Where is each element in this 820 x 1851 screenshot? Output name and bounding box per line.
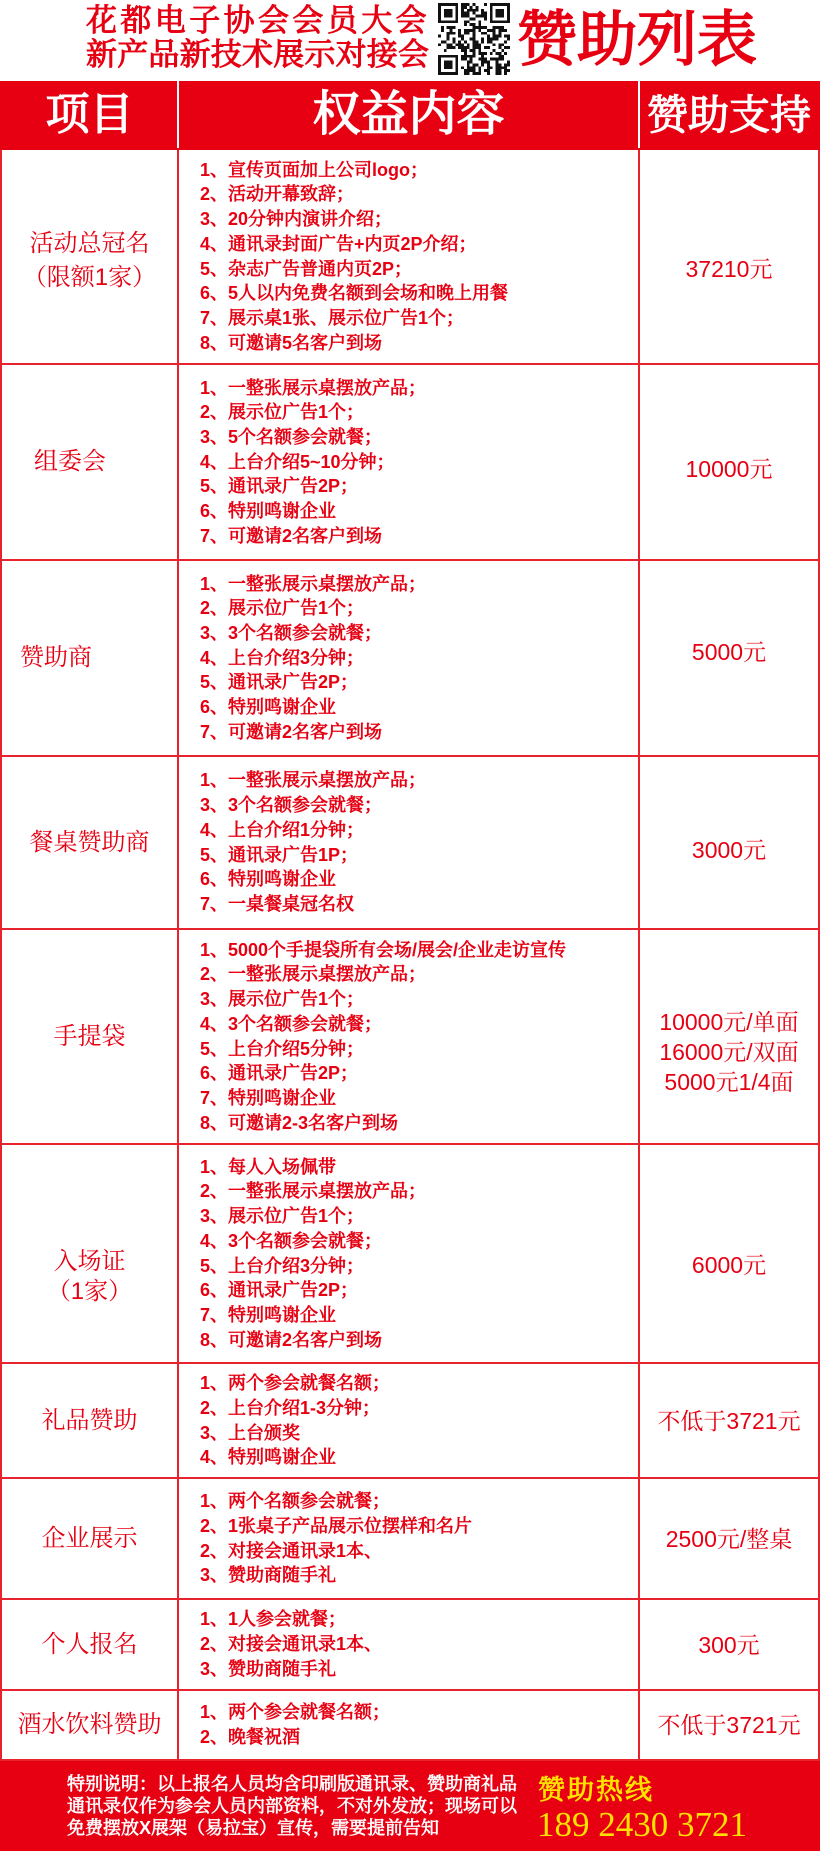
benefit-item: 8、可邀请2名客户到场 (200, 1329, 383, 1350)
benefit-item: 4、上台介绍3分钟； (200, 647, 365, 668)
benefit-item: 6、5人以内免费名额到会场和晚上用餐 (200, 283, 509, 304)
support-price: 10000元/单面 (659, 1008, 799, 1035)
table-row-entry-pass (0, 1145, 820, 1364)
benefit-item: 6、通讯录广告2P； (200, 1063, 359, 1084)
benefit-item: 3、20分钟内演讲介绍； (200, 209, 393, 230)
benefit-item: 2、一整张展示桌摆放产品； (200, 1181, 427, 1202)
benefit-item: 1、一整张展示桌摆放产品； (200, 770, 427, 791)
table-row-individual-registration (0, 1600, 820, 1691)
column-header-label: 权益内容 (312, 87, 505, 141)
benefit-item: 5、上台介绍3分钟； (200, 1255, 365, 1276)
item-note: （1家） (46, 1277, 133, 1305)
support-price: 6000元 (691, 1251, 767, 1278)
qr-code-icon (438, 3, 510, 75)
event-title (86, 4, 432, 72)
item-cell (0, 1145, 179, 1362)
table-row-dining-table-sponsor (0, 757, 820, 930)
benefit-list (179, 365, 640, 559)
benefit-item: 7、特别鸣谢企业 (200, 1304, 337, 1325)
benefit-list (179, 1479, 640, 1598)
item-cell (0, 1600, 179, 1689)
benefit-item: 4、3个名额参会就餐； (200, 1013, 383, 1034)
benefit-item: 1、5000个手提袋所有会场/展会/企业走访宣传 (200, 939, 567, 960)
benefit-item: 3、上台颁奖 (200, 1422, 301, 1443)
qr-finder-pattern (490, 3, 510, 23)
support-price: 10000元 (685, 456, 773, 482)
item-name: 赞助商 (20, 644, 92, 671)
benefit-item: 3、3个名额参会就餐； (200, 622, 383, 643)
benefit-item: 2、活动开幕致辞； (200, 184, 355, 205)
qr-finder-pattern (438, 3, 458, 23)
page-heading: 赞助列表 (517, 6, 757, 73)
support-price: 300元 (698, 1631, 760, 1658)
benefit-item: 7、特别鸣谢企业 (200, 1087, 337, 1108)
benefit-list (179, 930, 640, 1143)
benefit-item: 6、特别鸣谢企业 (200, 501, 337, 522)
column-header-label: 赞助支持 (647, 91, 811, 138)
benefit-item: 7、一桌餐桌冠名权 (200, 893, 355, 914)
benefit-item: 2、上台介绍1-3分钟； (200, 1397, 381, 1418)
benefit-item: 3、赞助商随手礼 (200, 1658, 337, 1679)
benefit-item: 6、通讯录广告2P； (200, 1280, 359, 1301)
benefit-item: 1、一整张展示桌摆放产品； (200, 573, 427, 594)
benefit-list (179, 1145, 640, 1362)
item-name: 活动总冠名 (29, 229, 150, 257)
benefit-item: 4、上台介绍5~10分钟； (200, 451, 395, 472)
item-cell (0, 1479, 179, 1598)
item-name: 礼品赞助 (41, 1406, 138, 1434)
special-note-line: 通讯录仅作为参会人员内部资料，不对外发放；现场可以 (67, 1796, 517, 1816)
column-header-benefits (179, 81, 640, 148)
benefit-item: 1、两个参会就餐名额； (200, 1373, 391, 1394)
support-price: 不低于3721元 (657, 1407, 801, 1434)
support-cell (640, 1479, 820, 1598)
support-price: 3000元 (691, 837, 767, 863)
benefit-item: 4、通讯录封面广告+内页2P介绍； (200, 233, 477, 254)
benefit-item: 3、5个名额参会就餐； (200, 426, 383, 447)
benefit-item: 5、通讯录广告1P； (200, 844, 359, 865)
support-price: 16000元/双面 (659, 1038, 799, 1065)
item-name: 餐桌赞助商 (29, 828, 150, 856)
special-note-line: 特别说明：以上报名人员均含印刷版通讯录、赞助商礼品 (67, 1774, 517, 1794)
item-cell (0, 365, 179, 559)
support-cell (640, 1364, 820, 1477)
hotline-label: 赞助热线 (538, 1775, 654, 1805)
benefit-item: 1、每人入场佩带 (200, 1156, 337, 1177)
benefit-item: 6、特别鸣谢企业 (200, 697, 337, 718)
benefit-item: 1、一整张展示桌摆放产品； (200, 377, 427, 398)
item-cell (0, 757, 179, 928)
event-title-line-1: 花都电子协会会员大会 (86, 3, 430, 38)
benefit-list (179, 1364, 640, 1477)
benefit-item: 3、赞助商随手礼 (200, 1565, 337, 1586)
item-name: 手提袋 (53, 1022, 126, 1050)
benefit-list (179, 757, 640, 928)
benefit-item: 2、展示位广告1个； (200, 598, 365, 619)
sponsorship-table (0, 81, 820, 1761)
benefit-item: 6、特别鸣谢企业 (200, 869, 337, 890)
benefit-item: 8、可邀请2-3名客户到场 (200, 1112, 399, 1133)
item-cell (0, 930, 179, 1143)
column-header-item (0, 81, 179, 148)
item-note: （限额1家） (22, 263, 157, 291)
benefit-list (179, 1600, 640, 1689)
support-cell (640, 930, 820, 1143)
support-price: 2500元/整桌 (665, 1525, 793, 1552)
item-cell (0, 561, 179, 755)
benefit-list (179, 561, 640, 755)
support-cell (640, 365, 820, 559)
benefit-item: 1、两个名额参会就餐； (200, 1491, 391, 1512)
benefit-item: 3、3个名额参会就餐； (200, 795, 383, 816)
benefit-item: 5、通讯录广告2P； (200, 476, 359, 497)
table-row-beverage-sponsorship (0, 1691, 820, 1761)
table-row-organizing-committee (0, 365, 820, 561)
benefit-item: 1、宣传页面加上公司logo； (200, 159, 428, 180)
benefit-item: 4、上台介绍1分钟； (200, 819, 365, 840)
table-row-sponsor (0, 561, 820, 757)
benefit-item: 2、对接会通讯录1本、 (200, 1634, 383, 1655)
benefit-item: 2、对接会通讯录1本、 (200, 1540, 383, 1561)
support-price: 5000元 (691, 639, 767, 665)
special-note (67, 1773, 517, 1839)
benefit-item: 8、可邀请5名客户到场 (200, 332, 383, 353)
support-cell (640, 757, 820, 928)
hotline-number: 189 2430 3721 (537, 1805, 747, 1844)
item-name: 组委会 (34, 448, 106, 475)
support-cell (640, 150, 820, 363)
support-cell (640, 561, 820, 755)
benefit-item: 3、展示位广告1个； (200, 989, 365, 1010)
support-cell (640, 1600, 820, 1689)
item-name: 酒水饮料赞助 (17, 1711, 162, 1738)
table-header-row (0, 81, 820, 150)
column-header-label: 项目 (45, 89, 134, 139)
benefit-item: 7、可邀请2名客户到场 (200, 721, 383, 742)
benefit-item: 4、3个名额参会就餐； (200, 1230, 383, 1251)
benefit-item: 7、展示桌1张、展示位广告1个； (200, 307, 465, 328)
benefit-item: 2、1张桌子产品展示位摆样和名片 (200, 1515, 473, 1536)
table-row-gift-sponsorship (0, 1364, 820, 1479)
benefit-item: 1、两个参会就餐名额； (200, 1702, 391, 1723)
table-row-title-sponsorship (0, 150, 820, 365)
benefit-item: 5、杂志广告普通内页2P； (200, 258, 413, 279)
benefit-item: 2、晚餐祝酒 (200, 1727, 301, 1747)
benefit-item: 2、展示位广告1个； (200, 402, 365, 423)
benefit-item: 7、可邀请2名客户到场 (200, 525, 383, 546)
item-cell (0, 1691, 179, 1759)
support-cell (640, 1691, 820, 1759)
benefit-list (179, 150, 640, 363)
support-price: 37210元 (685, 255, 773, 282)
support-price: 5000元1/4面 (664, 1068, 794, 1095)
special-note-line: 免费摆放X展架（易拉宝）宣传，需要提前告知 (67, 1818, 440, 1838)
benefit-item: 5、通讯录广告2P； (200, 672, 359, 693)
benefit-item: 4、特别鸣谢企业 (200, 1447, 337, 1468)
benefit-item: 1、1人参会就餐； (200, 1609, 347, 1630)
support-price: 不低于3721元 (657, 1712, 801, 1738)
item-name: 入场证 (53, 1247, 126, 1275)
item-cell (0, 150, 179, 363)
benefit-item: 3、展示位广告1个； (200, 1206, 365, 1227)
benefit-list (179, 1691, 640, 1759)
table-row-company-exhibit (0, 1479, 820, 1600)
event-title-line-2: 新产品新技术展示对接会 (86, 37, 430, 72)
item-cell (0, 1364, 179, 1477)
benefit-item: 5、上台介绍5分钟； (200, 1038, 365, 1059)
item-name: 个人报名 (41, 1630, 138, 1658)
table-row-handbag (0, 930, 820, 1145)
footer-banner (0, 1761, 820, 1851)
qr-finder-pattern (438, 55, 458, 75)
column-header-support (640, 81, 820, 148)
item-name: 企业展示 (41, 1524, 138, 1552)
benefit-item: 2、一整张展示桌摆放产品； (200, 964, 427, 985)
support-cell (640, 1145, 820, 1362)
